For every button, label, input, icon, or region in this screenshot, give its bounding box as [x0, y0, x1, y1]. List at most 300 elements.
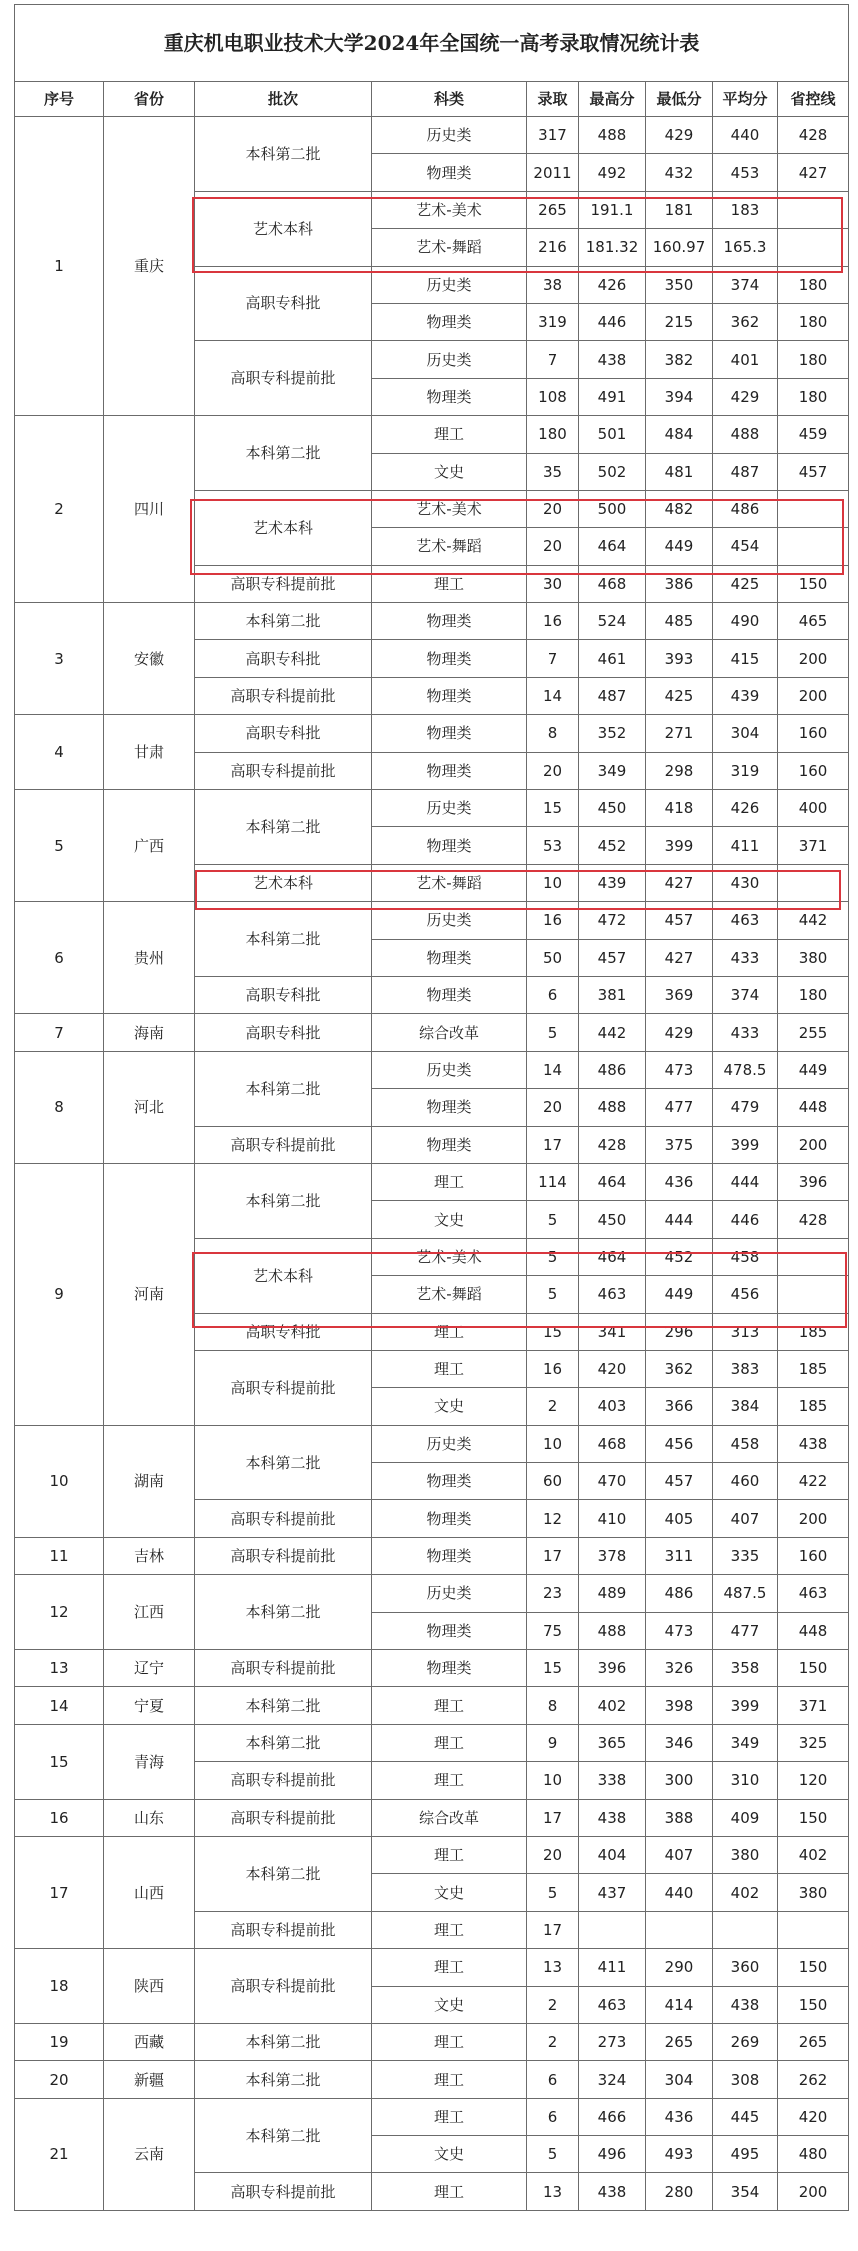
- cell-index: 19: [15, 2023, 104, 2060]
- cell-max-score: 464: [579, 1238, 646, 1275]
- cell-category: 文史: [372, 2136, 527, 2173]
- cell-admitted: 16: [527, 603, 579, 640]
- cell-avg-score: 487: [713, 453, 778, 490]
- cell-max-score: 273: [579, 2023, 646, 2060]
- cell-control-line: 180: [778, 976, 849, 1013]
- cell-province: 山东: [104, 1799, 195, 1836]
- cell-control-line: 185: [778, 1388, 849, 1425]
- cell-category: 艺术-美术: [372, 490, 527, 527]
- cell-max-score: 378: [579, 1537, 646, 1574]
- cell-category: 物理类: [372, 1537, 527, 1574]
- cell-avg-score: 183: [713, 191, 778, 228]
- cell-control-line: 422: [778, 1463, 849, 1500]
- cell-category: 文史: [372, 1986, 527, 2023]
- cell-category: 物理类: [372, 1500, 527, 1537]
- cell-min-score: 452: [646, 1238, 713, 1275]
- cell-avg-score: 440: [713, 117, 778, 154]
- cell-batch: 艺术本科: [195, 864, 372, 901]
- cell-control-line: 480: [778, 2136, 849, 2173]
- cell-control-line: 402: [778, 1836, 849, 1873]
- cell-control-line: 428: [778, 1201, 849, 1238]
- cell-avg-score: 425: [713, 565, 778, 602]
- cell-min-score: 436: [646, 2098, 713, 2135]
- cell-min-score: 407: [646, 1836, 713, 1873]
- cell-max-score: 338: [579, 1762, 646, 1799]
- table-row: [15, 715, 849, 752]
- table-row: [15, 1687, 849, 1724]
- cell-control-line: [778, 1238, 849, 1275]
- cell-min-score: 429: [646, 1014, 713, 1051]
- cell-avg-score: 335: [713, 1537, 778, 1574]
- cell-category: 物理类: [372, 715, 527, 752]
- cell-min-score: 399: [646, 827, 713, 864]
- cell-control-line: 200: [778, 1500, 849, 1537]
- cell-control-line: 325: [778, 1724, 849, 1761]
- cell-admitted: 7: [527, 640, 579, 677]
- cell-max-score: 500: [579, 490, 646, 527]
- cell-max-score: 402: [579, 1687, 646, 1724]
- cell-index: 2: [15, 416, 104, 603]
- cell-control-line: 180: [778, 341, 849, 378]
- cell-control-line: 448: [778, 1089, 849, 1126]
- table-row: [15, 1051, 849, 1088]
- cell-index: 14: [15, 1687, 104, 1724]
- table-row: [15, 1724, 849, 1761]
- cell-batch: 艺术本科: [195, 191, 372, 266]
- cell-batch: 本科第二批: [195, 1051, 372, 1126]
- cell-category: 理工: [372, 1163, 527, 1200]
- cell-min-score: 418: [646, 790, 713, 827]
- cell-category: 艺术-美术: [372, 191, 527, 228]
- cell-index: 3: [15, 603, 104, 715]
- cell-admitted: 5: [527, 1014, 579, 1051]
- cell-min-score: 457: [646, 902, 713, 939]
- cell-category: 物理类: [372, 1650, 527, 1687]
- cell-avg-score: 402: [713, 1874, 778, 1911]
- cell-min-score: 477: [646, 1089, 713, 1126]
- cell-control-line: 255: [778, 1014, 849, 1051]
- cell-admitted: 10: [527, 864, 579, 901]
- table-row: [15, 117, 849, 154]
- table-row: [15, 603, 849, 640]
- cell-max-score: 464: [579, 1163, 646, 1200]
- cell-max-score: 488: [579, 1089, 646, 1126]
- cell-index: 1: [15, 117, 104, 416]
- cell-avg-score: 407: [713, 1500, 778, 1537]
- cell-control-line: 442: [778, 902, 849, 939]
- cell-control-line: 265: [778, 2023, 849, 2060]
- cell-avg-score: 429: [713, 378, 778, 415]
- cell-max-score: 324: [579, 2061, 646, 2098]
- cell-control-line: 465: [778, 603, 849, 640]
- cell-category: 理工: [372, 1911, 527, 1948]
- cell-max-score: 501: [579, 416, 646, 453]
- cell-control-line: 160: [778, 715, 849, 752]
- cell-admitted: 75: [527, 1612, 579, 1649]
- cell-avg-score: 453: [713, 154, 778, 191]
- cell-category: 综合改革: [372, 1014, 527, 1051]
- cell-admitted: 216: [527, 229, 579, 266]
- cell-province: 广西: [104, 790, 195, 902]
- cell-admitted: 23: [527, 1575, 579, 1612]
- cell-admitted: 5: [527, 1238, 579, 1275]
- table-row: [15, 790, 849, 827]
- cell-control-line: 420: [778, 2098, 849, 2135]
- cell-index: 13: [15, 1650, 104, 1687]
- cell-admitted: 15: [527, 790, 579, 827]
- cell-avg-score: 433: [713, 1014, 778, 1051]
- cell-category: 文史: [372, 1201, 527, 1238]
- cell-max-score: [579, 1911, 646, 1948]
- cell-batch: 本科第二批: [195, 1425, 372, 1500]
- cell-control-line: [778, 528, 849, 565]
- cell-index: 8: [15, 1051, 104, 1163]
- cell-index: 6: [15, 902, 104, 1014]
- cell-min-score: 265: [646, 2023, 713, 2060]
- cell-admitted: 15: [527, 1650, 579, 1687]
- cell-category: 物理类: [372, 603, 527, 640]
- cell-batch: 高职专科批: [195, 640, 372, 677]
- cell-avg-score: 308: [713, 2061, 778, 2098]
- cell-avg-score: 165.3: [713, 229, 778, 266]
- cell-admitted: 6: [527, 976, 579, 1013]
- cell-batch: 本科第二批: [195, 2061, 372, 2098]
- cell-admitted: 12: [527, 1500, 579, 1537]
- cell-min-score: 482: [646, 490, 713, 527]
- cell-avg-score: 384: [713, 1388, 778, 1425]
- cell-max-score: 404: [579, 1836, 646, 1873]
- cell-avg-score: 383: [713, 1350, 778, 1387]
- cell-admitted: 2: [527, 2023, 579, 2060]
- cell-category: 物理类: [372, 378, 527, 415]
- cell-max-score: 352: [579, 715, 646, 752]
- cell-max-score: 486: [579, 1051, 646, 1088]
- cell-min-score: 425: [646, 677, 713, 714]
- cell-min-score: 456: [646, 1425, 713, 1462]
- cell-control-line: 427: [778, 154, 849, 191]
- cell-index: 10: [15, 1425, 104, 1537]
- cell-avg-score: 310: [713, 1762, 778, 1799]
- cell-max-score: 457: [579, 939, 646, 976]
- cell-category: 历史类: [372, 902, 527, 939]
- cell-avg-score: 477: [713, 1612, 778, 1649]
- cell-avg-score: 444: [713, 1163, 778, 1200]
- cell-admitted: 35: [527, 453, 579, 490]
- cell-max-score: 464: [579, 528, 646, 565]
- cell-category: 历史类: [372, 117, 527, 154]
- cell-category: 理工: [372, 1836, 527, 1873]
- cell-control-line: [778, 490, 849, 527]
- table-row: [15, 2023, 849, 2060]
- cell-min-score: 369: [646, 976, 713, 1013]
- table-row: [15, 1799, 849, 1836]
- cell-province: 河北: [104, 1051, 195, 1163]
- cell-category: 理工: [372, 2173, 527, 2210]
- cell-province: 西藏: [104, 2023, 195, 2060]
- cell-province: 湖南: [104, 1425, 195, 1537]
- cell-min-score: 375: [646, 1126, 713, 1163]
- cell-control-line: 150: [778, 1949, 849, 1986]
- cell-min-score: 393: [646, 640, 713, 677]
- cell-control-line: 150: [778, 565, 849, 602]
- cell-category: 物理类: [372, 1089, 527, 1126]
- cell-category: 综合改革: [372, 1799, 527, 1836]
- cell-max-score: 428: [579, 1126, 646, 1163]
- col-header-category: 科类: [372, 82, 527, 117]
- cell-batch: 本科第二批: [195, 1687, 372, 1724]
- cell-avg-score: 380: [713, 1836, 778, 1873]
- cell-avg-score: 362: [713, 303, 778, 340]
- cell-admitted: 20: [527, 1836, 579, 1873]
- cell-category: 艺术-舞蹈: [372, 1276, 527, 1313]
- table-row: [15, 902, 849, 939]
- cell-batch: 高职专科提前批: [195, 1762, 372, 1799]
- cell-admitted: 15: [527, 1313, 579, 1350]
- cell-province: 甘肃: [104, 715, 195, 790]
- cell-admitted: 10: [527, 1762, 579, 1799]
- cell-min-score: 427: [646, 939, 713, 976]
- cell-max-score: 468: [579, 565, 646, 602]
- cell-max-score: 470: [579, 1463, 646, 1500]
- cell-province: 云南: [104, 2098, 195, 2210]
- cell-min-score: 290: [646, 1949, 713, 1986]
- cell-min-score: 394: [646, 378, 713, 415]
- cell-batch: 本科第二批: [195, 1575, 372, 1650]
- cell-avg-score: 446: [713, 1201, 778, 1238]
- cell-min-score: 449: [646, 1276, 713, 1313]
- cell-min-score: 473: [646, 1051, 713, 1088]
- table-row: [15, 1949, 849, 1986]
- cell-index: 11: [15, 1537, 104, 1574]
- cell-avg-score: 458: [713, 1238, 778, 1275]
- table-row: [15, 1836, 849, 1873]
- cell-admitted: 50: [527, 939, 579, 976]
- admission-table-container: [14, 4, 848, 2211]
- cell-max-score: 466: [579, 2098, 646, 2135]
- cell-admitted: 6: [527, 2061, 579, 2098]
- cell-admitted: 2011: [527, 154, 579, 191]
- cell-batch: 本科第二批: [195, 416, 372, 491]
- cell-min-score: 280: [646, 2173, 713, 2210]
- cell-batch: 艺术本科: [195, 1238, 372, 1313]
- cell-avg-score: 463: [713, 902, 778, 939]
- table-row: [15, 2061, 849, 2098]
- cell-control-line: 200: [778, 2173, 849, 2210]
- cell-province: 四川: [104, 416, 195, 603]
- cell-category: 理工: [372, 2023, 527, 2060]
- cell-province: 青海: [104, 1724, 195, 1799]
- cell-max-score: 524: [579, 603, 646, 640]
- cell-index: 21: [15, 2098, 104, 2210]
- cell-batch: 高职专科批: [195, 976, 372, 1013]
- cell-control-line: 463: [778, 1575, 849, 1612]
- cell-max-score: 487: [579, 677, 646, 714]
- cell-control-line: 371: [778, 1687, 849, 1724]
- cell-max-score: 349: [579, 752, 646, 789]
- cell-category: 理工: [372, 1350, 527, 1387]
- cell-max-score: 438: [579, 341, 646, 378]
- cell-category: 艺术-舞蹈: [372, 864, 527, 901]
- cell-control-line: 180: [778, 266, 849, 303]
- cell-category: 物理类: [372, 939, 527, 976]
- cell-avg-score: 399: [713, 1126, 778, 1163]
- cell-control-line: 200: [778, 640, 849, 677]
- cell-avg-score: 411: [713, 827, 778, 864]
- cell-province: 陕西: [104, 1949, 195, 2024]
- cell-batch: 高职专科提前批: [195, 1650, 372, 1687]
- col-header-admitted: 录取: [527, 82, 579, 117]
- cell-avg-score: 478.5: [713, 1051, 778, 1088]
- cell-category: 理工: [372, 1724, 527, 1761]
- cell-min-score: 296: [646, 1313, 713, 1350]
- cell-avg-score: 433: [713, 939, 778, 976]
- cell-min-score: 298: [646, 752, 713, 789]
- cell-control-line: 200: [778, 677, 849, 714]
- cell-min-score: 300: [646, 1762, 713, 1799]
- cell-index: 16: [15, 1799, 104, 1836]
- cell-admitted: 14: [527, 677, 579, 714]
- cell-control-line: 428: [778, 117, 849, 154]
- cell-avg-score: 354: [713, 2173, 778, 2210]
- cell-batch: 本科第二批: [195, 1724, 372, 1761]
- cell-province: 新疆: [104, 2061, 195, 2098]
- cell-min-score: 481: [646, 453, 713, 490]
- cell-category: 理工: [372, 1762, 527, 1799]
- cell-avg-score: 458: [713, 1425, 778, 1462]
- cell-max-score: 191.1: [579, 191, 646, 228]
- cell-avg-score: 409: [713, 1799, 778, 1836]
- col-header-avg-score: 平均分: [713, 82, 778, 117]
- cell-control-line: 180: [778, 378, 849, 415]
- cell-batch: 高职专科批: [195, 266, 372, 341]
- cell-avg-score: [713, 1911, 778, 1948]
- cell-province: 吉林: [104, 1537, 195, 1574]
- table-row: [15, 416, 849, 453]
- cell-avg-score: 399: [713, 1687, 778, 1724]
- cell-min-score: 484: [646, 416, 713, 453]
- cell-min-score: 388: [646, 1799, 713, 1836]
- cell-min-score: 486: [646, 1575, 713, 1612]
- cell-admitted: 13: [527, 1949, 579, 1986]
- cell-category: 理工: [372, 2061, 527, 2098]
- cell-max-score: 442: [579, 1014, 646, 1051]
- cell-control-line: 185: [778, 1350, 849, 1387]
- cell-avg-score: 486: [713, 490, 778, 527]
- cell-category: 历史类: [372, 790, 527, 827]
- cell-max-score: 410: [579, 1500, 646, 1537]
- cell-max-score: 492: [579, 154, 646, 191]
- cell-admitted: 114: [527, 1163, 579, 1200]
- cell-category: 文史: [372, 1388, 527, 1425]
- cell-min-score: 485: [646, 603, 713, 640]
- cell-province: 贵州: [104, 902, 195, 1014]
- cell-control-line: 150: [778, 1650, 849, 1687]
- cell-max-score: 452: [579, 827, 646, 864]
- cell-batch: 高职专科提前批: [195, 1911, 372, 1948]
- cell-category: 艺术-美术: [372, 1238, 527, 1275]
- cell-province: 宁夏: [104, 1687, 195, 1724]
- cell-control-line: 180: [778, 303, 849, 340]
- cell-admitted: 20: [527, 752, 579, 789]
- cell-max-score: 496: [579, 2136, 646, 2173]
- cell-min-score: 311: [646, 1537, 713, 1574]
- cell-avg-score: 360: [713, 1949, 778, 1986]
- cell-max-score: 450: [579, 1201, 646, 1238]
- col-header-province: 省份: [104, 82, 195, 117]
- cell-batch: 高职专科提前批: [195, 677, 372, 714]
- cell-batch: 高职专科提前批: [195, 1949, 372, 2024]
- cell-category: 理工: [372, 1313, 527, 1350]
- cell-min-score: 181: [646, 191, 713, 228]
- cell-min-score: 440: [646, 1874, 713, 1911]
- cell-province: 辽宁: [104, 1650, 195, 1687]
- cell-max-score: 381: [579, 976, 646, 1013]
- cell-category: 理工: [372, 1949, 527, 1986]
- cell-avg-score: 358: [713, 1650, 778, 1687]
- cell-max-score: 491: [579, 378, 646, 415]
- cell-control-line: 438: [778, 1425, 849, 1462]
- cell-max-score: 461: [579, 640, 646, 677]
- cell-admitted: 265: [527, 191, 579, 228]
- cell-avg-score: 430: [713, 864, 778, 901]
- cell-admitted: 108: [527, 378, 579, 415]
- cell-control-line: 150: [778, 1986, 849, 2023]
- cell-admitted: 317: [527, 117, 579, 154]
- cell-max-score: 437: [579, 1874, 646, 1911]
- cell-control-line: 400: [778, 790, 849, 827]
- cell-admitted: 30: [527, 565, 579, 602]
- cell-admitted: 2: [527, 1986, 579, 2023]
- cell-index: 5: [15, 790, 104, 902]
- cell-min-score: 427: [646, 864, 713, 901]
- col-header-min-score: 最低分: [646, 82, 713, 117]
- cell-control-line: [778, 229, 849, 266]
- cell-batch: 艺术本科: [195, 490, 372, 565]
- cell-min-score: 398: [646, 1687, 713, 1724]
- cell-max-score: 365: [579, 1724, 646, 1761]
- cell-admitted: 9: [527, 1724, 579, 1761]
- cell-control-line: 380: [778, 1874, 849, 1911]
- cell-index: 15: [15, 1724, 104, 1799]
- cell-admitted: 6: [527, 2098, 579, 2135]
- cell-category: 物理类: [372, 640, 527, 677]
- cell-min-score: 449: [646, 528, 713, 565]
- cell-admitted: 13: [527, 2173, 579, 2210]
- table-row: [15, 1575, 849, 1612]
- cell-max-score: 426: [579, 266, 646, 303]
- cell-min-score: 271: [646, 715, 713, 752]
- table-header-row: [15, 82, 849, 117]
- cell-admitted: 17: [527, 1537, 579, 1574]
- cell-index: 17: [15, 1836, 104, 1948]
- cell-category: 物理类: [372, 1612, 527, 1649]
- cell-min-score: 493: [646, 2136, 713, 2173]
- cell-avg-score: 426: [713, 790, 778, 827]
- cell-avg-score: 439: [713, 677, 778, 714]
- cell-min-score: 436: [646, 1163, 713, 1200]
- cell-admitted: 5: [527, 1201, 579, 1238]
- cell-control-line: 160: [778, 752, 849, 789]
- cell-batch: 本科第二批: [195, 790, 372, 865]
- cell-admitted: 20: [527, 1089, 579, 1126]
- cell-avg-score: 304: [713, 715, 778, 752]
- cell-category: 理工: [372, 2098, 527, 2135]
- cell-batch: 本科第二批: [195, 1163, 372, 1238]
- cell-min-score: [646, 1911, 713, 1948]
- cell-province: 安徽: [104, 603, 195, 715]
- cell-max-score: 468: [579, 1425, 646, 1462]
- cell-admitted: 60: [527, 1463, 579, 1500]
